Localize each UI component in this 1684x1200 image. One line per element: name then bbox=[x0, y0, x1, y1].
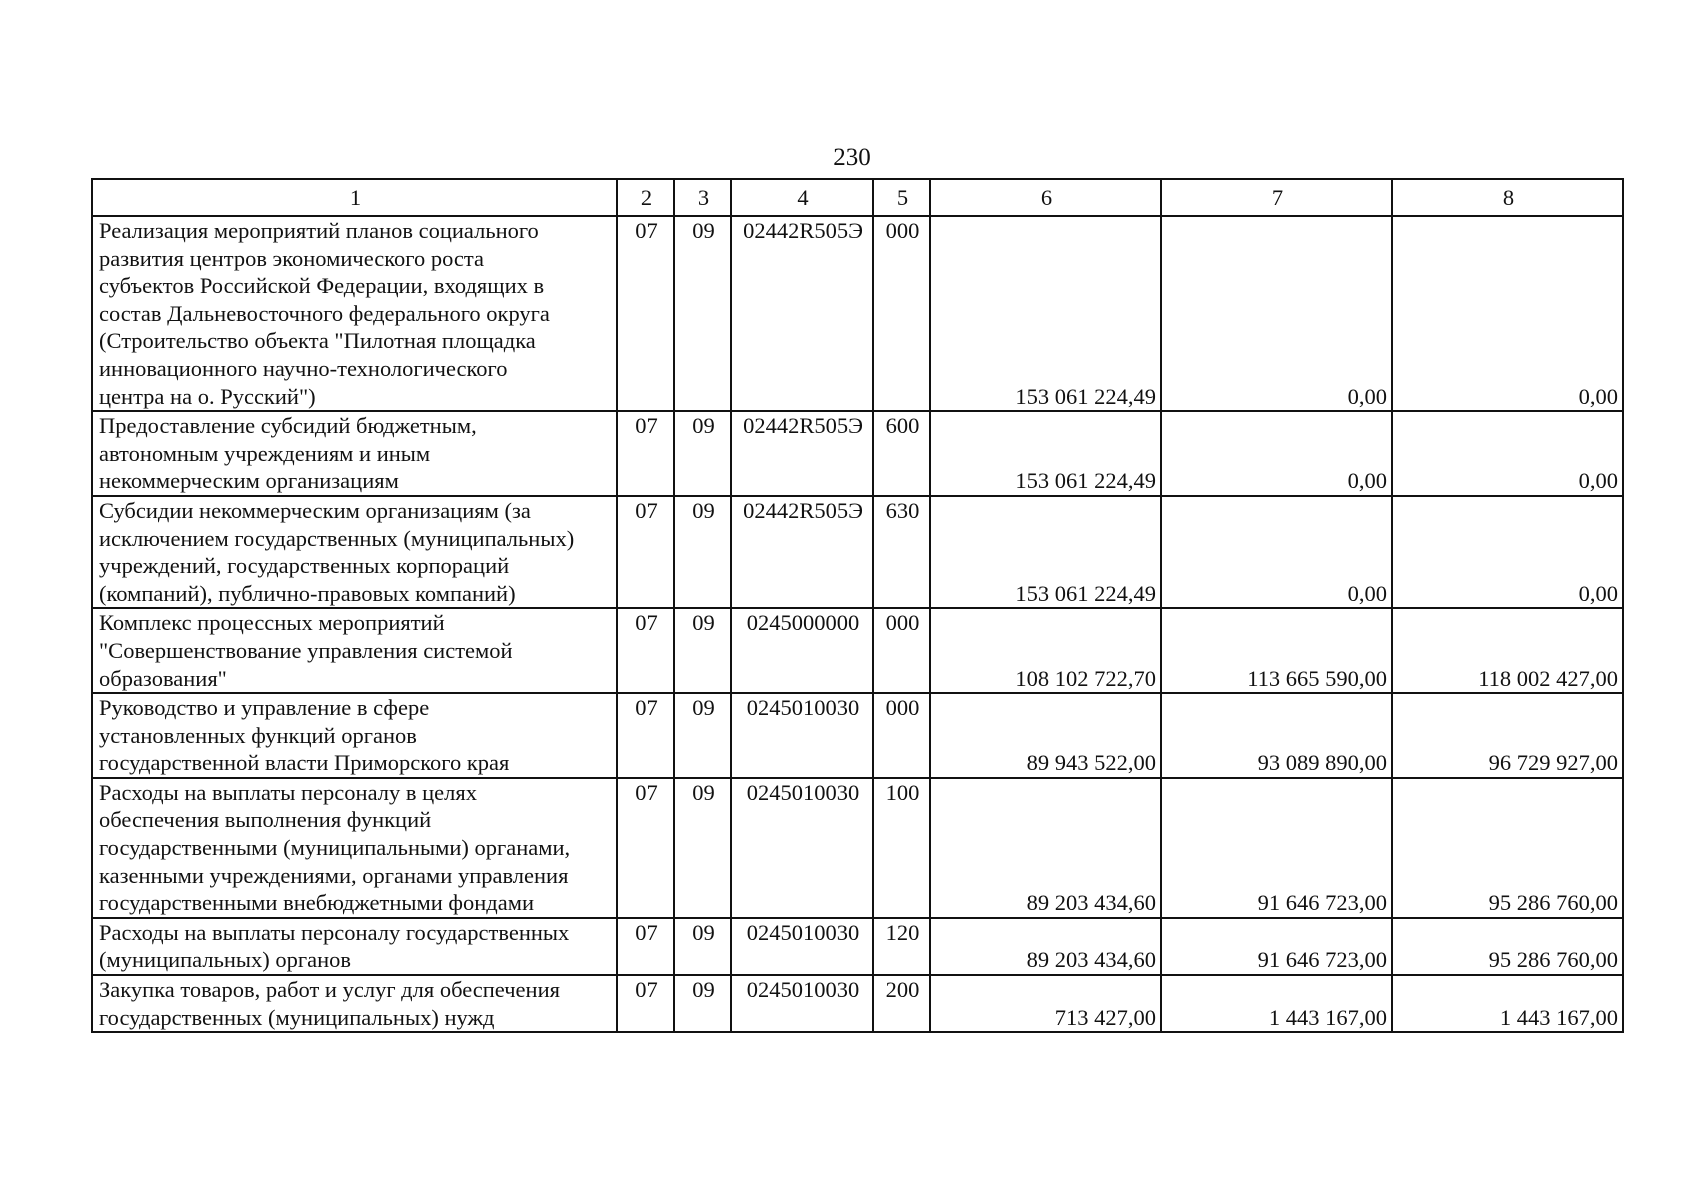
row-code-c4: 0245010030 bbox=[731, 693, 873, 778]
row-amount-c6: 89 203 434,60 bbox=[930, 918, 1161, 975]
column-header-7: 7 bbox=[1161, 179, 1392, 216]
row-description: Закупка товаров, работ и услуг для обеспечения государственных (муниципальных) нужд bbox=[92, 975, 617, 1032]
table-row bbox=[92, 216, 1623, 411]
row-amount-c8: 0,00 bbox=[1392, 411, 1623, 496]
row-code-c5: 600 bbox=[873, 411, 930, 496]
column-header-4: 4 bbox=[731, 179, 873, 216]
row-amount-c7: 1 443 167,00 bbox=[1161, 975, 1392, 1032]
table-row bbox=[92, 975, 1623, 1032]
row-code-c4: 02442R505Э bbox=[731, 496, 873, 608]
row-description: Предоставление субсидий бюджетным, автономным учреждениям и иным некоммерческим организациям bbox=[92, 411, 617, 496]
row-amount-c6: 713 427,00 bbox=[930, 975, 1161, 1032]
column-header-1: 1 bbox=[92, 179, 617, 216]
row-code-c2: 07 bbox=[617, 918, 674, 975]
row-amount-c7: 0,00 bbox=[1161, 411, 1392, 496]
row-code-c5: 630 bbox=[873, 496, 930, 608]
row-code-c5: 100 bbox=[873, 778, 930, 918]
row-amount-c8: 118 002 427,00 bbox=[1392, 608, 1623, 693]
row-code-c3: 09 bbox=[674, 778, 731, 918]
row-amount-c6: 89 943 522,00 bbox=[930, 693, 1161, 778]
row-amount-c6: 108 102 722,70 bbox=[930, 608, 1161, 693]
row-code-c2: 07 bbox=[617, 693, 674, 778]
row-amount-c6: 153 061 224,49 bbox=[930, 411, 1161, 496]
row-amount-c8: 0,00 bbox=[1392, 496, 1623, 608]
row-amount-c8: 1 443 167,00 bbox=[1392, 975, 1623, 1032]
row-code-c5: 120 bbox=[873, 918, 930, 975]
row-code-c5: 000 bbox=[873, 608, 930, 693]
header-row bbox=[92, 179, 1623, 216]
column-header-2: 2 bbox=[617, 179, 674, 216]
row-code-c2: 07 bbox=[617, 778, 674, 918]
row-code-c4: 02442R505Э bbox=[731, 216, 873, 411]
row-amount-c8: 95 286 760,00 bbox=[1392, 918, 1623, 975]
row-amount-c6: 153 061 224,49 bbox=[930, 216, 1161, 411]
row-description: Реализация мероприятий планов социального развития центров экономического роста субъектов Российской Федерации, входящих в состав Дальневосточного федерального округа (Строительство объекта "Пилотная площадка инновационного научно-технологического центра на о. Русский") bbox=[92, 216, 617, 411]
row-description: Комплекс процессных мероприятий "Совершенствование управления системой образования" bbox=[92, 608, 617, 693]
row-code-c5: 000 bbox=[873, 693, 930, 778]
row-amount-c7: 113 665 590,00 bbox=[1161, 608, 1392, 693]
row-code-c3: 09 bbox=[674, 693, 731, 778]
table-row bbox=[92, 778, 1623, 918]
column-header-5: 5 bbox=[873, 179, 930, 216]
row-code-c3: 09 bbox=[674, 496, 731, 608]
row-amount-c7: 93 089 890,00 bbox=[1161, 693, 1392, 778]
row-amount-c8: 96 729 927,00 bbox=[1392, 693, 1623, 778]
row-code-c2: 07 bbox=[617, 216, 674, 411]
row-code-c3: 09 bbox=[674, 918, 731, 975]
row-code-c4: 02442R505Э bbox=[731, 411, 873, 496]
row-code-c2: 07 bbox=[617, 975, 674, 1032]
row-code-c3: 09 bbox=[674, 411, 731, 496]
row-code-c4: 0245010030 bbox=[731, 918, 873, 975]
row-description: Субсидии некоммерческим организациям (за исключением государственных (муниципальных) учреждений, государственных корпораций (компаний), публично-правовых компаний) bbox=[92, 496, 617, 608]
row-code-c4: 0245010030 bbox=[731, 975, 873, 1032]
row-description: Руководство и управление в сфере установленных функций органов государственной власти Приморского края bbox=[92, 693, 617, 778]
row-amount-c6: 153 061 224,49 bbox=[930, 496, 1161, 608]
table-row bbox=[92, 608, 1623, 693]
row-description: Расходы на выплаты персоналу в целях обеспечения выполнения функций государственными (муниципальными) органами, казенными учреждениями, органами управления государственными внебюджетными фондами bbox=[92, 778, 617, 918]
row-amount-c7: 0,00 bbox=[1161, 496, 1392, 608]
column-header-8: 8 bbox=[1392, 179, 1623, 216]
row-code-c4: 0245000000 bbox=[731, 608, 873, 693]
row-code-c4: 0245010030 bbox=[731, 778, 873, 918]
row-amount-c7: 91 646 723,00 bbox=[1161, 778, 1392, 918]
row-code-c2: 07 bbox=[617, 608, 674, 693]
row-code-c5: 000 bbox=[873, 216, 930, 411]
row-code-c3: 09 bbox=[674, 608, 731, 693]
row-code-c2: 07 bbox=[617, 411, 674, 496]
table-row bbox=[92, 411, 1623, 496]
row-amount-c6: 89 203 434,60 bbox=[930, 778, 1161, 918]
page-number: 230 bbox=[833, 144, 871, 171]
table-row bbox=[92, 496, 1623, 608]
row-description: Расходы на выплаты персоналу государственных (муниципальных) органов bbox=[92, 918, 617, 975]
row-code-c5: 200 bbox=[873, 975, 930, 1032]
row-code-c3: 09 bbox=[674, 216, 731, 411]
row-code-c2: 07 bbox=[617, 496, 674, 608]
column-header-6: 6 bbox=[930, 179, 1161, 216]
row-amount-c7: 0,00 bbox=[1161, 216, 1392, 411]
row-code-c3: 09 bbox=[674, 975, 731, 1032]
row-amount-c8: 0,00 bbox=[1392, 216, 1623, 411]
column-header-3: 3 bbox=[674, 179, 731, 216]
row-amount-c8: 95 286 760,00 bbox=[1392, 778, 1623, 918]
table-row bbox=[92, 693, 1623, 778]
row-amount-c7: 91 646 723,00 bbox=[1161, 918, 1392, 975]
table-row bbox=[92, 918, 1623, 975]
budget-table bbox=[91, 178, 1624, 1033]
